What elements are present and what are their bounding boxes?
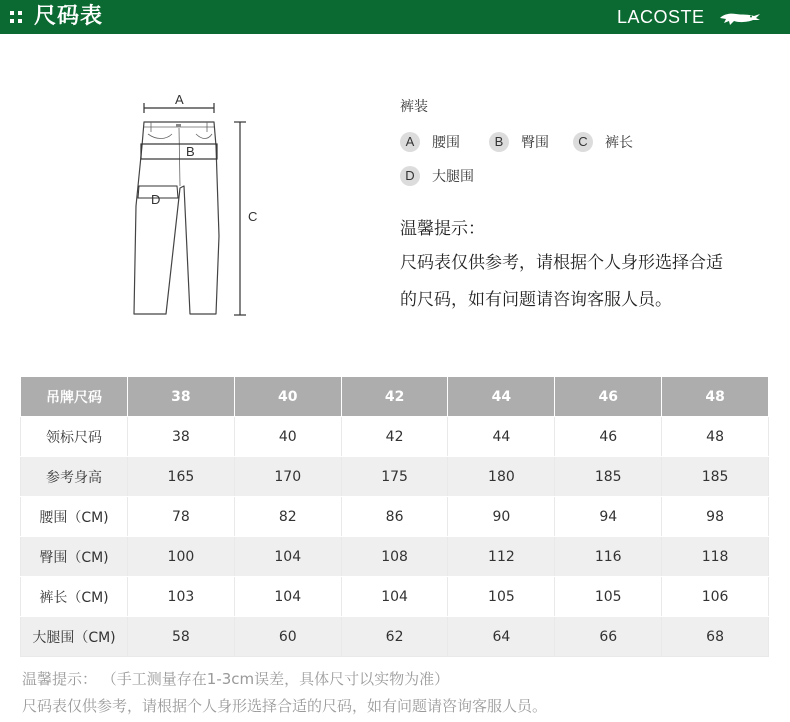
table-cell: 106	[662, 577, 769, 617]
header-cell: 40	[234, 377, 341, 417]
table-cell: 104	[234, 577, 341, 617]
table-cell: 领标尺码	[21, 417, 128, 457]
table-header-row	[21, 377, 769, 417]
table-cell: 60	[234, 617, 341, 657]
table-cell: 170	[234, 457, 341, 497]
table-cell: 40	[234, 417, 341, 457]
header-cell: 48	[662, 377, 769, 417]
legend-item-waist	[400, 132, 460, 152]
footnote-disclaimer: 尺码表仅供参考，请根据个人身形选择合适的尺码，如有问题请咨询客服人员。	[22, 697, 548, 715]
size-table	[20, 376, 769, 657]
legend-text: 裤长	[605, 135, 633, 151]
label-c: C	[248, 209, 258, 224]
table-cell: 86	[341, 497, 448, 537]
table-cell: 64	[448, 617, 555, 657]
table-row	[21, 617, 769, 657]
label-a: A	[175, 92, 184, 107]
legend-item-hip	[489, 132, 549, 152]
table-row	[21, 537, 769, 577]
table-cell: 82	[234, 497, 341, 537]
table-cell: 58	[128, 617, 235, 657]
table-cell: 98	[662, 497, 769, 537]
table-cell: 103	[128, 577, 235, 617]
header-cell: 44	[448, 377, 555, 417]
table-cell: 48	[662, 417, 769, 457]
table-row	[21, 497, 769, 537]
header-cell: 38	[128, 377, 235, 417]
tips-title: 温馨提示：	[400, 219, 485, 239]
header-cell: 46	[555, 377, 662, 417]
label-d: D	[151, 192, 161, 207]
table-cell: 100	[128, 537, 235, 577]
grid-icon	[10, 11, 22, 23]
table-row	[21, 457, 769, 497]
table-cell: 46	[555, 417, 662, 457]
table-cell: 90	[448, 497, 555, 537]
page-title: 尺码表	[34, 4, 104, 29]
brand-name: LACOSTE	[617, 7, 705, 27]
table-cell: 104	[234, 537, 341, 577]
table-cell: 108	[341, 537, 448, 577]
table-row	[21, 417, 769, 457]
table-cell: 185	[555, 457, 662, 497]
table-cell: 78	[128, 497, 235, 537]
header-cell: 吊牌尺码	[21, 377, 128, 417]
crocodile-logo-icon	[718, 6, 762, 28]
table-cell: 44	[448, 417, 555, 457]
legend-text: 臀围	[521, 135, 549, 151]
legend-badge: A	[400, 132, 420, 152]
tips-line: 的尺码，如有问题请咨询客服人员。	[400, 290, 672, 310]
table-cell: 62	[341, 617, 448, 657]
table-cell: 腰围（CM)	[21, 497, 128, 537]
table-cell: 臀围（CM)	[21, 537, 128, 577]
legend-badge: B	[489, 132, 509, 152]
table-cell: 116	[555, 537, 662, 577]
category-label: 裤装	[400, 99, 428, 115]
footnote-measurement: 温馨提示： （手工测量存在1-3cm误差，具体尺寸以实物为准）	[22, 670, 450, 688]
table-cell: 66	[555, 617, 662, 657]
table-cell: 38	[128, 417, 235, 457]
table-cell: 42	[341, 417, 448, 457]
table-cell: 94	[555, 497, 662, 537]
table-cell: 大腿围（CM)	[21, 617, 128, 657]
table-row	[21, 577, 769, 617]
table-cell: 175	[341, 457, 448, 497]
table-cell: 68	[662, 617, 769, 657]
table-cell: 参考身高	[21, 457, 128, 497]
tips-body	[400, 245, 780, 319]
table-cell: 165	[128, 457, 235, 497]
legend-item-length	[573, 132, 633, 152]
table-cell: 104	[341, 577, 448, 617]
table-cell: 118	[662, 537, 769, 577]
legend-badge: D	[400, 166, 420, 186]
table-cell: 112	[448, 537, 555, 577]
legend-text: 大腿围	[432, 169, 474, 185]
table-cell: 185	[662, 457, 769, 497]
legend-item-thigh	[400, 166, 474, 186]
header-bar	[0, 0, 790, 34]
legend-text: 腰围	[432, 135, 460, 151]
label-b: B	[186, 144, 195, 159]
legend-badge: C	[573, 132, 593, 152]
table-cell: 180	[448, 457, 555, 497]
table-cell: 105	[448, 577, 555, 617]
table-cell: 裤长（CM)	[21, 577, 128, 617]
tips-line: 尺码表仅供参考，请根据个人身形选择合适	[400, 253, 723, 273]
header-cell: 42	[341, 377, 448, 417]
pants-diagram	[118, 86, 278, 326]
table-cell: 105	[555, 577, 662, 617]
